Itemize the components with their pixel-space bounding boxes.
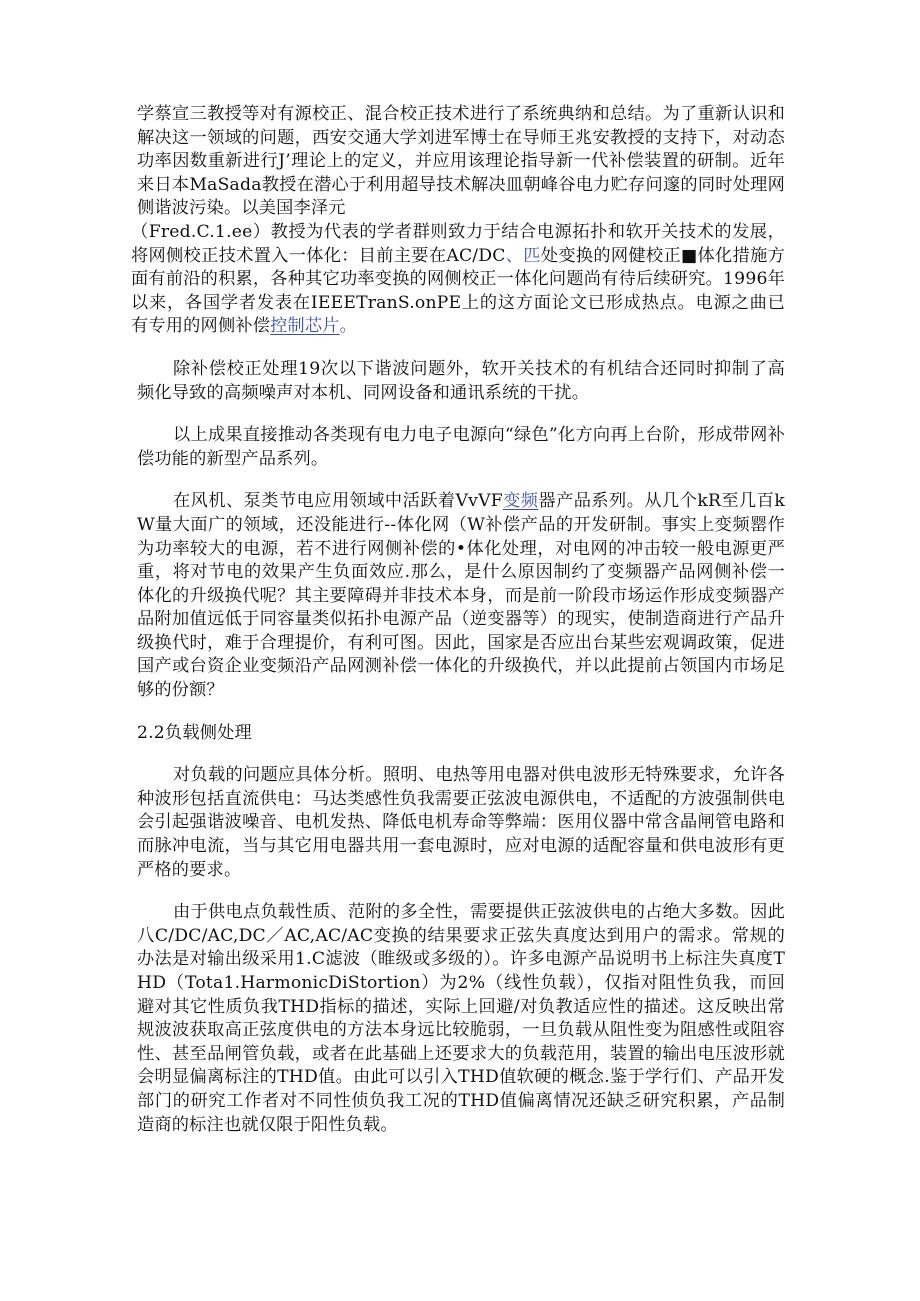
paragraph-1-text-end: 。 <box>339 316 358 337</box>
control-chip-link[interactable]: 控制芯片 <box>270 316 340 337</box>
paragraph-6: 由于供电点负载性质、范附的多全性，需要提供正弦波供电的占绝大多数。因此八C/DC/AC,DC／AC,AC/AC变换的结果要求正弦失真度达到用户的需求。常规的办法是对输出级采用1.C滤波（睢级或多级的）。许多电源产品说明书上标注失真度THD（Tota1.HarmonicDiStortion）为2%（线性负载），仅指对阻性负我，而回避对其它性质负我THD指标的描述，实际上回避/对负教适应性的描述。这反映出常规波波获取高正弦度供电的方法本身远比较脆弱，一旦负载从阻性变为阻感性或阻容性、甚至品闸管负载，或者在此基础上还要求大的负载范用，装置的输出电压波形就会明显偏离标注的THD值。由此可以引入THD值软硬的概念.鉴于学行们、产品开发部门的研究工作者对不同性侦负我工况的THD值偏离情况还缺乏研究积累，产品制造商的标注也就仅限于阳性负载。 <box>137 902 785 1135</box>
inverter-link[interactable]: 变频 <box>502 491 539 512</box>
paragraph-4-text-b: 器产品系列。从几个kR至几百kW量大面广的领域，还没能进行--体化网（W补偿产品的开发研制。事实上变频罂作为功率较大的电源，若不进行网侧补偿的•体化处理，对电网的冲击较一般电源更严重，将对节电的效果产生负面效应.那么，是什么原因制约了变频器产品网侧补偿一体化的升级换代呢？其主要障碍并非技术本身，而是前一阶段市场运作形成变频器产品附加值远低于同容量类似拓扑电源产品（逆变器等）的现实，使制造商进行产品升级换代时，难于合理提价，有利可图。因此，国家是否应出台某些宏观调政策，促进国产或台资企业变频沿产品网测补偿一体化的升级换代，并以此提前占领国内市场足够的份额？ <box>137 491 785 701</box>
section-heading-2-2: 2.2负载侧处理 <box>137 722 252 743</box>
paragraph-3: 以上成果直接推动各类现有电力电子电源向“绿色”化方向再上台阶，形成带网补偿功能的新型产品系列。 <box>137 425 785 469</box>
paragraph-1 <box>131 103 785 339</box>
document-page <box>131 103 785 1137</box>
paragraph-2: 除补偿校正处理19次以下谐波问题外，软开关技术的有机结合还同时抑制了高频化导致的高频噪声对本机、同网设备和通讯系统的干扰。 <box>137 358 785 403</box>
paragraph-1-text-a: 学蔡宣三教授等对有源校正、混合校正技术进行了系统典纳和总结。为了重新认识和解决这一领域的问题，西安交通大学刘进军博士在导师王兆安教授的支持下，对动态功率因数重新进行J’理论上的定义，并应用该理论指导新一代补偿装置的研制。近年来日本MaSada教授在潜心于利用超导技术解决皿朝峰谷电力贮存问邃的同时处理网侧谐波污染。以美国李泽元 <box>137 104 785 219</box>
paragraph-5: 对负载的问题应具体分析。照明、电热等用电器对供电波形无特殊要求，允许各种波形包括直流供电：马达类感性负我需要正弦波电源供电，不适配的方波强制供电会引起强谐波噪音、电机发热、降低电机寿命等弊端：医用仪器中常含晶闸管电路和而脉冲电流，当与其它用电器共用一套电源时，应对电源的适配容量和供电波形有更严格的要求。 <box>137 765 785 880</box>
paragraph-1-inline-link[interactable]: 、匹 <box>505 245 541 266</box>
paragraph-4-text-a: 在风机、泵类节电应用领域中活跃着VvVF <box>173 491 503 512</box>
paragraph-1-text-b: （Fred.C.1.ee）教授为代表的学者群则致力于结合电源拓扑和软开关技术的发展，将网侧校正技术置入一体化：目前主要在AC/DC <box>131 221 785 266</box>
paragraph-4 <box>137 490 785 702</box>
paragraph-1-text-c: 处变换的网健校正■体化措施方面有前沿的积累，各种其它功率变换的网侧校正一体化问题尚有待后续研究。1996年以来，各国学者发表在IEEETranS.onPE上的这方面论文已形成热点。电源之曲已有专用的网侧补偿 <box>131 245 785 337</box>
paragraph-1-line-fred <box>131 221 785 339</box>
